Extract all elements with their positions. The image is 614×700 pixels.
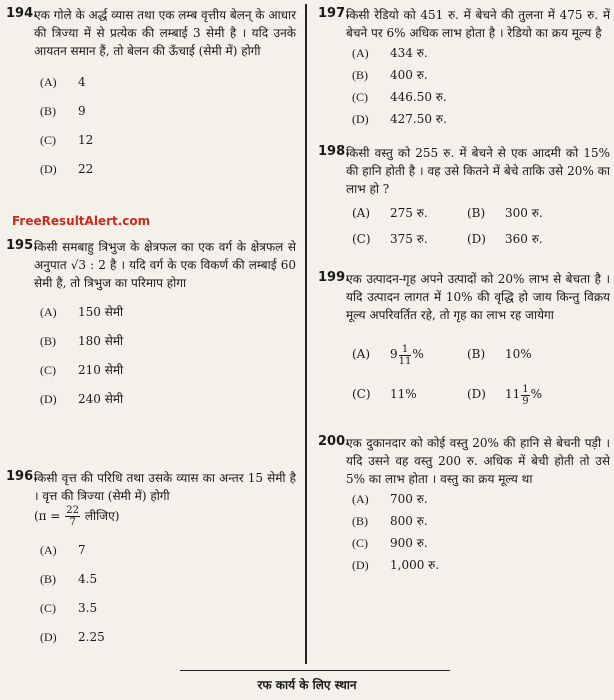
option-label: (A) <box>352 206 371 220</box>
fraction-denominator: 11 <box>398 356 412 367</box>
pi-prefix: (π = <box>34 509 61 523</box>
option-value: 10% <box>505 347 532 361</box>
question-text-b: है । यदि वर्ग के एक विकर्ण की लम्बाई 60 सेमी है, तो त्रिभुज का परिमाप होगा <box>34 258 296 290</box>
question-number: 199. <box>318 270 351 285</box>
question-text-main: किसी वृत्त की परिधि तथा उसके व्यास का अन्तर 15 सेमी है । वृत्त की त्रिज्या (सेमी में) होगी <box>34 471 296 503</box>
option-value: 427.50 रु. <box>390 112 447 126</box>
left-column <box>6 6 296 652</box>
option-fraction <box>521 384 529 414</box>
question-number: 200. <box>318 434 351 449</box>
option-value: 4.5 <box>78 572 98 586</box>
watermark-text: FreeResultAlert.com <box>12 214 151 228</box>
option-b[interactable] <box>40 327 296 356</box>
option-value: 360 रु. <box>505 232 543 246</box>
option-label: (A) <box>352 492 369 506</box>
option-value: 275 रु. <box>390 206 428 220</box>
footer-rough-work-label: रफ कार्य के लिए स्थान <box>257 678 357 692</box>
question-number: 194. <box>6 6 39 21</box>
option-label: (D) <box>352 112 369 126</box>
option-label: (A) <box>40 305 57 319</box>
option-label: (D) <box>40 392 57 406</box>
options-grid <box>352 200 610 252</box>
option-value: 446.50 रु. <box>390 90 447 104</box>
option-label: (C) <box>352 232 371 246</box>
option-d[interactable] <box>467 226 582 252</box>
fraction-numerator: 1 <box>399 344 412 356</box>
option-value: 11% <box>390 387 417 401</box>
option-value: 434 रु. <box>390 46 428 60</box>
option-label: (D) <box>467 387 486 401</box>
options-list <box>40 298 296 414</box>
option-b[interactable] <box>40 97 296 126</box>
option-value: 1,000 रु. <box>390 558 440 572</box>
question-number: 195. <box>6 238 39 253</box>
option-value: 900 रु. <box>390 536 428 550</box>
question-text: किसी रेडियो को 451 रु. में बेचने की तुलना में 475 रु. में बेचने पर 6% अधिक लाभ होता है । रेडियो का क्रय मूल्य है <box>346 8 610 40</box>
option-c[interactable] <box>352 86 610 108</box>
option-whole: 9 <box>390 347 398 361</box>
option-a[interactable] <box>352 488 610 510</box>
question-text-a: किसी समबाहु त्रिभुज के क्षेत्रफल का एक वर्ग के क्षेत्रफल से अनुपात <box>34 240 296 272</box>
option-label: (C) <box>352 536 368 550</box>
options-row <box>352 226 610 252</box>
option-label: (D) <box>40 630 57 644</box>
option-d[interactable] <box>40 623 296 652</box>
option-c[interactable] <box>40 126 296 155</box>
question-text <box>34 469 296 528</box>
question-number: 196. <box>6 469 39 484</box>
option-value: 2.25 <box>78 630 105 644</box>
fraction-denominator: 9 <box>522 396 529 407</box>
options-row <box>352 334 610 374</box>
options-list <box>40 68 296 184</box>
option-suffix: % <box>530 387 543 401</box>
option-value: 4 <box>78 75 86 89</box>
options-list <box>40 536 296 652</box>
option-b[interactable] <box>467 200 582 226</box>
option-label: (B) <box>467 347 486 361</box>
option-c[interactable] <box>352 226 467 252</box>
right-column <box>318 6 610 576</box>
option-label: (B) <box>40 572 56 586</box>
option-c[interactable] <box>40 594 296 623</box>
question-text: एक उत्पादन-गृह अपने उत्पादों को 20% लाभ से बेचता है । यदि उत्पादन लागत में 10% की वृद्धि हो जाय किन्तु विक्रय मूल्य अपरिवर्तित रहे, तो गृह का लाभ रह जायेगा <box>346 272 610 322</box>
question-198 <box>318 144 610 252</box>
option-label: (B) <box>40 334 56 348</box>
option-label: (B) <box>352 68 368 82</box>
question-text: किसी वस्तु को 255 रु. में बेचने से एक आदमी को 15% की हानि होती है । वह उसे कितने में बेचे ताकि उसे 20% का लाभ हो ? <box>346 146 610 196</box>
option-suffix: % <box>412 347 424 361</box>
option-value: 400 रु. <box>390 68 428 82</box>
option-value: 7 <box>78 543 86 557</box>
option-value: 300 रु. <box>505 206 543 220</box>
fraction-numerator: 1 <box>522 384 529 395</box>
option-b[interactable] <box>40 565 296 594</box>
option-label: (A) <box>40 543 57 557</box>
question-number: 197. <box>318 6 351 21</box>
column-divider <box>305 4 307 664</box>
option-b[interactable] <box>352 64 610 86</box>
options-row <box>352 374 610 414</box>
question-200 <box>318 434 610 576</box>
option-label: (A) <box>40 75 57 89</box>
option-d[interactable] <box>467 374 582 414</box>
option-label: (B) <box>352 514 368 528</box>
option-label: (C) <box>40 133 56 147</box>
option-value: 9 <box>78 104 86 118</box>
option-label: (D) <box>40 162 57 176</box>
question-text <box>34 238 296 292</box>
option-label: (A) <box>352 46 369 60</box>
option-c[interactable] <box>352 374 467 414</box>
ratio-value: √3 : 2 <box>70 258 106 272</box>
option-d[interactable] <box>352 108 610 130</box>
footer-rule <box>180 670 450 671</box>
option-label: (B) <box>467 206 486 220</box>
question-194 <box>6 6 296 176</box>
options-list <box>352 42 610 130</box>
option-label: (C) <box>352 387 371 401</box>
question-196 <box>6 469 296 652</box>
option-c[interactable] <box>352 532 610 554</box>
option-d[interactable] <box>40 155 296 184</box>
option-a[interactable] <box>40 298 296 327</box>
option-value: 800 रु. <box>390 514 428 528</box>
option-whole: 11 <box>505 387 521 401</box>
option-label: (C) <box>40 363 56 377</box>
option-d[interactable] <box>352 554 610 576</box>
option-value: 22 <box>78 162 94 176</box>
option-value: 3.5 <box>78 601 98 615</box>
pi-suffix: लीजिए) <box>84 509 120 523</box>
fraction-denominator: 7 <box>69 517 76 528</box>
question-text: एक दुकानदार को कोई वस्तु 20% की हानि से बेचनी पड़ी । यदि उसने वह वस्तु 200 रु. अधिक में बेची होती तो उसे 5% का लाभ होता । वस्तु का क्रय मूल्य था <box>346 436 610 486</box>
option-c[interactable] <box>40 356 296 385</box>
option-label: (B) <box>40 104 56 118</box>
options-list <box>352 488 610 576</box>
option-a[interactable] <box>352 42 610 64</box>
option-d[interactable] <box>40 385 296 414</box>
option-b[interactable] <box>467 334 582 374</box>
option-value: 375 रु. <box>390 232 428 246</box>
option-label: (D) <box>352 558 369 572</box>
option-b[interactable] <box>352 510 610 532</box>
pi-fraction <box>65 505 80 528</box>
option-a[interactable] <box>40 536 296 565</box>
question-197 <box>318 6 610 130</box>
option-value: 700 रु. <box>390 492 428 506</box>
option-fraction <box>399 344 412 374</box>
option-value: 12 <box>78 133 94 147</box>
option-label: (C) <box>352 90 368 104</box>
option-a[interactable] <box>352 334 467 374</box>
options-grid <box>352 334 610 414</box>
option-value: 240 सेमी <box>78 392 124 406</box>
question-number: 198. <box>318 144 351 159</box>
option-value: 210 सेमी <box>78 363 124 377</box>
option-a[interactable] <box>352 200 467 226</box>
option-value: 180 सेमी <box>78 334 124 348</box>
option-a[interactable] <box>40 68 296 97</box>
option-label: (D) <box>467 232 486 246</box>
options-row <box>352 200 610 226</box>
fraction-numerator: 22 <box>66 505 79 516</box>
question-195 <box>6 238 296 443</box>
question-text: एक गोले के अर्द्ध व्यास तथा एक लम्ब वृत्तीय बेलन् के आधार की त्रिज्या में से प्रत्येक की लम्बाई 3 सेमी है । यदि उनके आयतन समान हैं, तो बेलन की ऊँचाई (सेमी में) होगी <box>34 8 296 58</box>
option-label: (A) <box>352 347 371 361</box>
option-value: 150 सेमी <box>78 305 124 319</box>
option-label: (C) <box>40 601 56 615</box>
question-199 <box>318 270 610 414</box>
